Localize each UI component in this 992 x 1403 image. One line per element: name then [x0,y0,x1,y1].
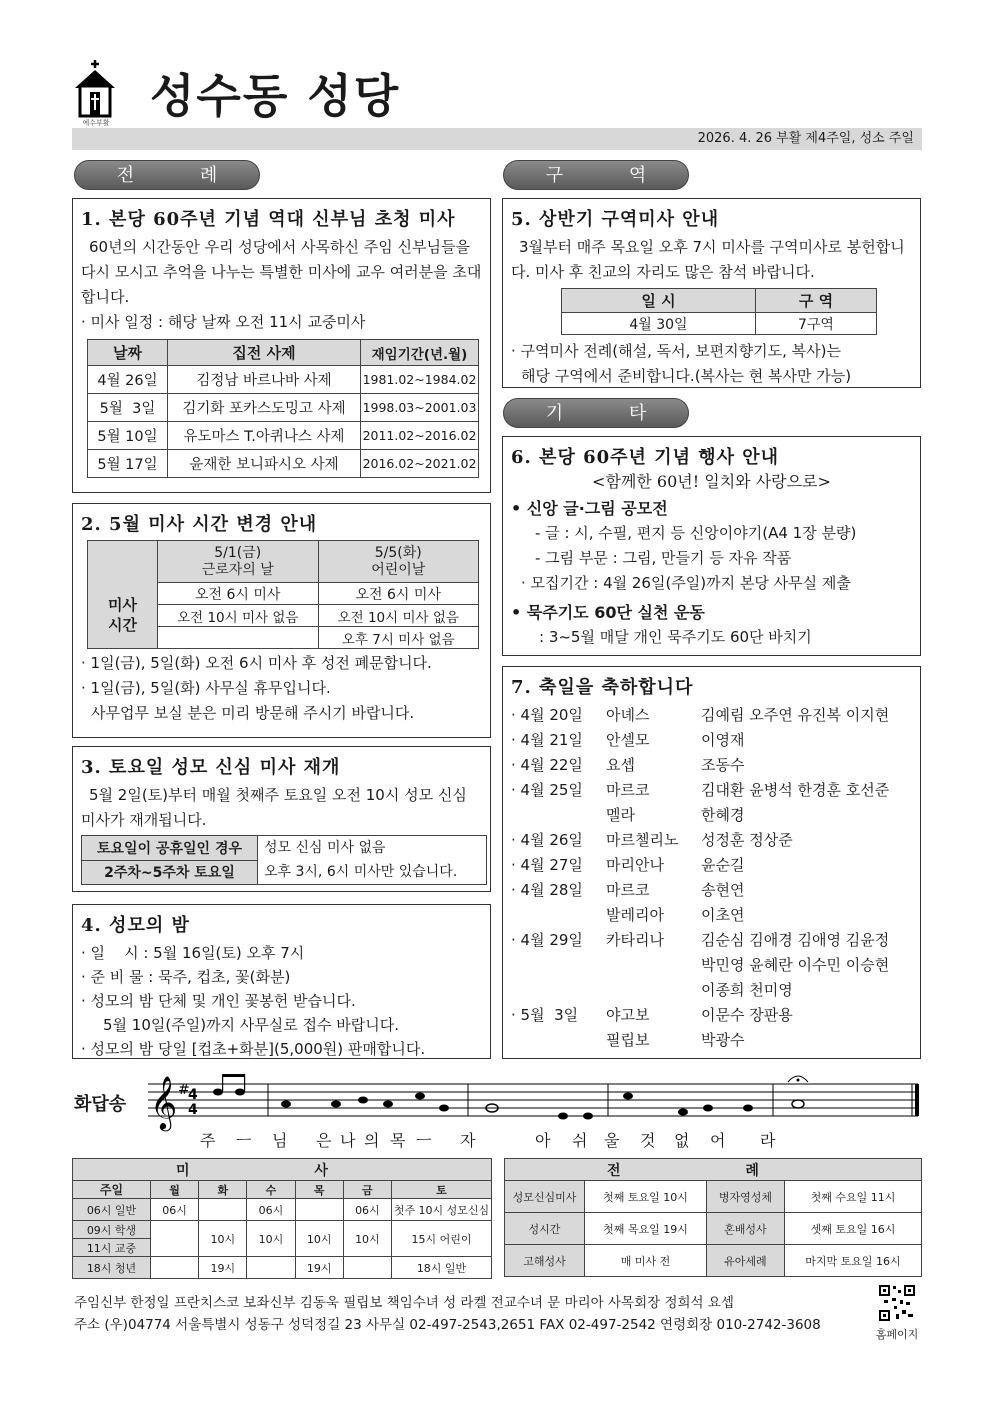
table-cell: 성모신심미사 [505,1181,585,1213]
feast-row [511,1028,912,1053]
table-cell: 5월 3일 [88,394,168,422]
feast-cell: 마리안나 [606,856,664,874]
svg-text:4: 4 [188,1102,198,1118]
lyric-syllable: 주 [200,1131,216,1150]
feast-cell: 한혜경 [701,806,745,824]
district-table [561,288,877,335]
feast-cell: 아녜스 [606,706,650,724]
table-cell [247,1257,295,1279]
page-title: 성수동 성당 [150,69,401,123]
table-cell: 18시 일반 [392,1257,492,1279]
table-cell: 오후 7시 미사 없음 [318,627,479,649]
feast-cell: · 4월 27일 [511,856,583,874]
lyric-syllable: 울 [604,1131,620,1150]
table-cell: 18시 청년 [73,1257,151,1279]
feast-cell: 요셉 [606,756,635,774]
lyric-syllable: 은 [316,1131,332,1150]
feast-cell: 성정훈 정상준 [701,831,793,849]
table-cell: 오전 6시 미사 [158,583,319,605]
row-header: 미사 시간 [88,583,158,649]
notice-1-body: 60년의 시간동안 우리 성당에서 사목하신 주임 신부님들을 다시 모시고 추억을 나누는 특별한 미사에 교우 여러분을 초대합니다. [81,238,482,306]
feast-cell: 송현연 [701,881,745,899]
table-header: 구 역 [755,289,876,313]
feast-cell [606,978,701,1003]
mass-schedule [72,1158,492,1279]
lyric-syllable: ㅡ [416,1131,432,1150]
notice-4-line: · 준 비 물 : 묵주, 컵초, 꽃(화분) [81,968,291,986]
feast-cell [511,978,606,1003]
table-cell [151,1257,199,1279]
notice-2-title: 2. 5월 미사 시간 변경 안내 [81,514,318,535]
feast-cell: 발레리아 [606,906,664,924]
table-cell: 첫째 수요일 11시 [784,1181,921,1213]
table-cell: 10시 [199,1221,247,1257]
table-cell: 오전 10시 미사 없음 [318,605,479,627]
song-label: 화답송 [74,1094,127,1115]
footer-line: 주임신부 한정일 프란치스코 보좌신부 김동욱 필립보 책임수녀 성 라켈 전교수녀 문 마리아 사목회장 정희석 요셉 [74,1295,734,1311]
feast-cell: · 5월 3일 [511,1006,579,1024]
table-cell: 19시 [199,1257,247,1279]
priest-table [87,339,479,478]
feast-row [511,803,912,828]
table-cell: 2011.02~2016.02 [361,422,479,450]
logo-caption: 예수부활 [82,119,110,127]
notice-4-line: 5월 10일(주일)까지 사무실로 접수 바랍니다. [103,1016,400,1034]
feast-cell: · 4월 28일 [511,881,583,899]
feast-cell: 이종희 천미영 [701,981,793,999]
lyric-syllable: 님 [272,1131,288,1150]
notice-6 [502,436,921,656]
table-header: 일 시 [562,289,756,313]
feast-row [511,853,912,878]
liturgy-title: 전 례 [505,1159,922,1181]
table-header: 5/1(금) 근로자의 날 [158,541,319,583]
table-cell: 혼배성사 [706,1213,784,1245]
feast-row [511,953,912,978]
notice-4-title: 4. 성모의 밤 [81,915,190,936]
feast-cell: 이영재 [701,731,745,749]
notice-5 [502,198,921,388]
table-cell: 1998.03~2001.03 [361,394,479,422]
feast-cell: 김대환 윤병석 한경훈 호선준 [701,781,890,799]
table-cell: 11시 교중 [73,1239,151,1257]
feast-row [511,928,912,953]
section-district: 구 역 [503,160,689,190]
feast-cell: 마르코 [606,881,650,899]
table-cell: 첫째 목요일 19시 [585,1213,707,1245]
notice-2-note: · 1일(금), 5일(화) 사무실 휴무입니다. [81,679,331,697]
feast-row [511,828,912,853]
table-cell: 19시 [295,1257,343,1279]
church-logo-icon [70,58,120,122]
notice-6-title: 6. 본당 60주년 기념 행사 안내 [511,447,780,468]
feast-cell [511,903,606,928]
notice-5-note: · 구역미사 전례(해설, 독서, 보편지향기도, 복사)는 [511,342,841,360]
mass-change-table [87,540,479,649]
date-bar: 2026. 4. 26 부활 제4주일, 성소 주일 [72,128,922,150]
feast-row [511,778,912,803]
feast-row [511,703,912,728]
lyric-syllable: 라 [760,1131,776,1150]
feast-cell: 조동수 [701,756,745,774]
notice-2-note: · 1일(금), 5일(화) 오전 6시 미사 후 성전 폐문합니다. [81,654,432,672]
notice-3-title: 3. 토요일 성모 신심 미사 재개 [81,757,341,778]
notice-6-bullet: • 신앙 글·그림 공모전 [511,499,668,518]
table-cell: 09시 학생 [73,1221,151,1239]
feast-cell: 박광수 [701,1031,745,1049]
lyric-syllable: 목 [390,1131,406,1150]
notice-6-line: : 3~5월 매달 개인 묵주기도 60단 바치기 [539,628,812,646]
lyric-syllable: 의 [364,1131,380,1150]
notice-1-title: 1. 본당 60주년 기념 역대 신부님 초청 미사 [81,209,456,230]
notice-4 [72,904,491,1059]
table-header: 월 [151,1181,199,1199]
notice-3-body: 5월 2일(토)부터 매월 첫째주 토요일 오전 10시 성모 신심 미사가 재개됩니다. [81,786,467,829]
notice-6-line: - 그림 부문 : 그림, 만들기 등 자유 작품 [535,549,792,567]
lyric-syllable: 쉬 [572,1131,588,1150]
feast-cell: 이초연 [701,906,745,924]
feast-cell: 카타리나 [606,931,664,949]
table-cell: 매 미사 전 [585,1245,707,1277]
notice-4-line: · 성모의 밤 단체 및 개인 꽃봉헌 받습니다. [81,992,356,1010]
feast-cell: 마르첼리노 [606,831,679,849]
feast-row [511,753,912,778]
notice-2 [72,503,491,738]
feast-cell: · 4월 22일 [511,756,583,774]
feast-list [511,703,912,1053]
feast-cell: 박민영 윤혜란 이수민 이승현 [701,956,890,974]
svg-text:#: # [178,1082,190,1098]
notice-6-subtitle: <함께한 60년! 일치와 사랑으로> [592,472,831,491]
feast-cell: · 4월 20일 [511,706,583,724]
feast-cell: · 4월 29일 [511,931,583,949]
feast-cell: 김순심 김애경 김애영 김윤정 [701,931,890,949]
feast-cell: · 4월 26일 [511,831,583,849]
table-cell: 10시 [247,1221,295,1257]
feast-cell [511,1028,606,1053]
table-cell: 마지막 토요일 16시 [784,1245,921,1277]
table-cell: 5월 10일 [88,422,168,450]
notice-4-line: · 일 시 : 5월 16일(토) 오후 7시 [81,944,305,962]
table-header: 수 [247,1181,295,1199]
table-cell: 윤재한 보니파시오 사제 [168,450,361,478]
table-cell: 2016.02~2021.02 [361,450,479,478]
lyric-syllable: 나 [340,1131,356,1150]
table-header: 주일 [73,1181,151,1199]
feast-cell: 필립보 [606,1031,650,1049]
table-cell: 병자영성체 [706,1181,784,1213]
table-header: 집전 사제 [168,340,361,366]
notice-1 [72,198,491,493]
table-cell: 성모 신심 미사 없음 [264,840,386,856]
table-cell: 오전 6시 미사 [318,583,479,605]
notice-6-bullet: • 묵주기도 60단 실천 운동 [511,603,705,622]
table-cell: 4월 30일 [562,313,756,335]
table-cell: 오전 10시 미사 없음 [158,605,319,627]
feast-cell: · 4월 21일 [511,731,583,749]
notice-7 [502,666,921,1059]
notice-4-line: · 성모의 밤 당일 [컵초+화분](5,000원) 판매합니다. [81,1040,426,1058]
table-cell: 김기화 포카스도밍고 사제 [168,394,361,422]
notice-7-title: 7. 축일을 축하합니다 [511,677,694,698]
table-header: 재임기간(년.월) [361,340,479,366]
feast-cell: 마르코 [606,781,650,799]
table-cell: 5월 17일 [88,450,168,478]
svg-text:4: 4 [188,1087,198,1103]
table-cell: 오후 3시, 6시 미사만 있습니다. [264,864,458,880]
feast-row [511,978,912,1003]
feast-cell: · 4월 25일 [511,781,583,799]
mass-title: 미 사 [73,1159,492,1181]
notice-5-body: 3월부터 매주 목요일 오후 7시 미사를 구역미사로 봉헌합니다. 미사 후 친교의 자리도 많은 참석 바랍니다. [511,238,905,281]
section-liturgy: 전 례 [74,160,260,190]
liturgy-schedule [504,1158,922,1277]
qr-code-icon [878,1284,916,1322]
table-header: 5/5(화) 어린이날 [318,541,479,583]
feast-cell: 멜라 [606,806,635,824]
table-cell: 유도마스 T.아퀴나스 사제 [168,422,361,450]
table-header: 토 [392,1181,492,1199]
table-cell: 1981.02~1984.02 [361,366,479,394]
table-cell: 셋째 토요일 16시 [784,1213,921,1245]
table-cell: 10시 [343,1221,391,1257]
notice-5-title: 5. 상반기 구역미사 안내 [511,209,720,230]
feast-cell: 안셀모 [606,731,650,749]
table-cell: 06시 일반 [73,1199,151,1221]
feast-cell: 야고보 [606,1006,650,1024]
notice-2-note: 사무업무 보실 분은 미리 방문해 주시기 바랍니다. [91,704,415,722]
table-cell: 김정남 바르나바 사제 [168,366,361,394]
notice-5-note: 해당 구역에서 준비합니다.(복사는 현 복사만 가능) [521,367,852,385]
section-other: 기 타 [503,398,689,428]
feast-cell: 윤순길 [701,856,745,874]
lyric-syllable: 자 [460,1131,476,1150]
feast-row [511,1003,912,1028]
svg-text:𝄞: 𝄞 [150,1075,178,1129]
feast-cell [511,803,606,828]
feast-cell [606,953,701,978]
footer [74,1292,864,1336]
table-cell: 15시 어린이 [392,1221,492,1257]
table-cell [343,1257,391,1279]
table-cell: 06시 [247,1199,295,1221]
feast-cell [511,953,606,978]
notice-6-line: · 모집기간 : 4월 26일(주일)까지 본당 사무실 제출 [521,574,851,592]
lyric-syllable: 것 [640,1131,656,1150]
table-cell [199,1199,247,1221]
lyric-syllable: 아 [535,1131,551,1150]
table-cell: 유아세례 [706,1245,784,1277]
lyric-syllable: ㅡ [236,1131,252,1150]
lyric-syllable: 없 [674,1131,690,1150]
table-cell: 첫주 10시 성모신심 [392,1199,492,1221]
table-cell: 4월 26일 [88,366,168,394]
feast-row [511,878,912,903]
feast-row [511,903,912,928]
table-cell: 06시 [151,1199,199,1221]
table-cell: 고해성사 [505,1245,585,1277]
feast-cell: 이문수 장판용 [701,1006,793,1024]
song-lyrics [200,1128,820,1148]
saturday-table [81,835,487,885]
feast-row [511,728,912,753]
table-header: 2주차~5주차 토요일 [82,860,258,885]
table-cell: 10시 [295,1221,343,1257]
table-header: 날짜 [88,340,168,366]
table-header: 금 [343,1181,391,1199]
lyric-syllable: 어 [710,1131,726,1150]
footer-line: 주소 (우)04774 서울특별시 성동구 성덕정길 23 사무실 02-497-2543,2651 FAX 02-497-2542 연령회장 010-2742-3608 [74,1317,821,1333]
table-cell: 성시간 [505,1213,585,1245]
table-cell: 7구역 [755,313,876,335]
table-header: 토요일이 공휴일인 경우 [82,836,258,861]
table-header: 화 [199,1181,247,1199]
notice-1-note: · 미사 일정 : 해당 날짜 오전 11시 교중미사 [81,313,366,331]
table-cell: 첫째 토요일 10시 [585,1181,707,1213]
table-header: 목 [295,1181,343,1199]
notice-3 [72,746,491,892]
qr-caption: 홈페이지 [875,1328,919,1341]
feast-cell: 김예림 오주연 유진복 이지현 [701,706,890,724]
table-cell: 06시 [343,1199,391,1221]
table-cell [295,1199,343,1221]
notice-6-line: - 글 : 시, 수필, 편지 등 신앙이야기(A4 1장 분량) [535,524,857,542]
music-staff [148,1072,922,1132]
